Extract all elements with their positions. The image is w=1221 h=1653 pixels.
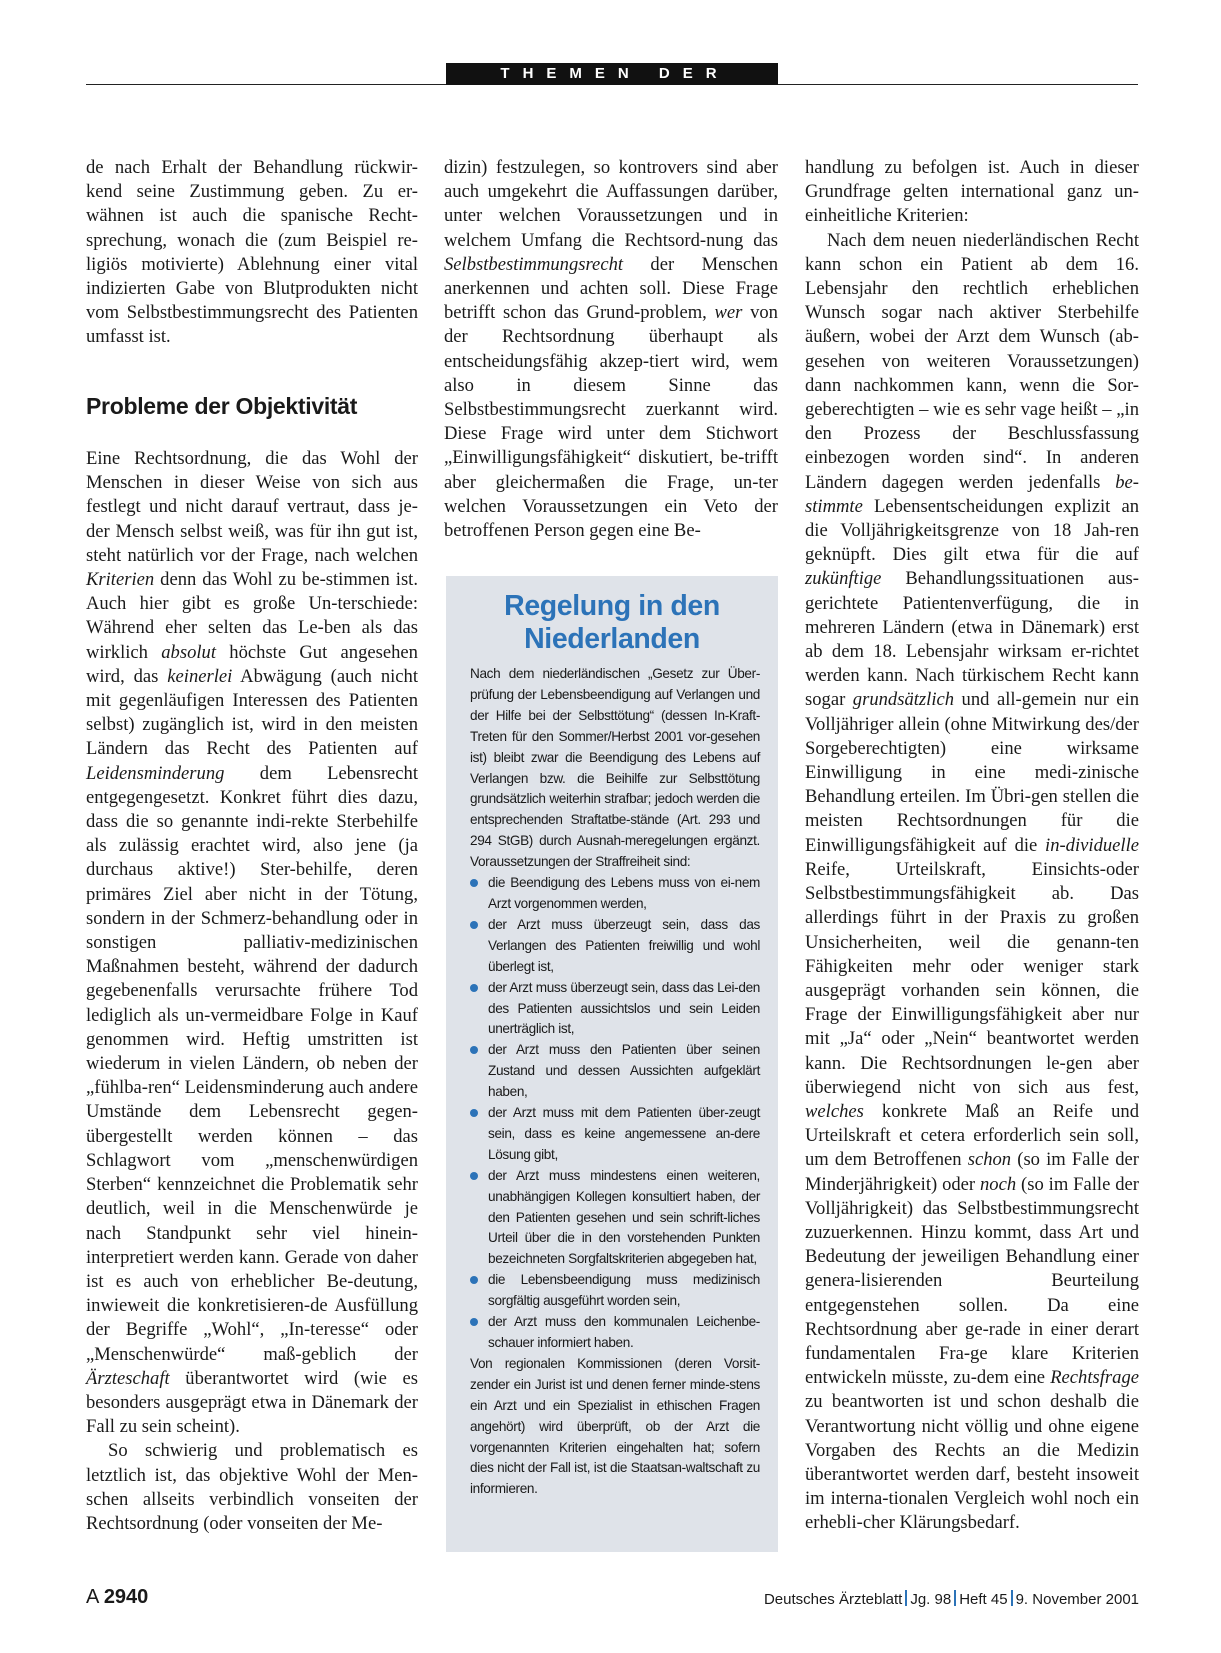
list-item: die Beendigung des Lebens muss von ei-nem Arzt vorgenommen werden,	[470, 873, 760, 915]
info-box	[446, 576, 778, 1552]
bullet-icon	[470, 1046, 478, 1054]
column-1-top	[86, 156, 418, 350]
paragraph: So schwierig und problematisch es letztlich ist, das objektive Wohl der Men-schen allseits verbindlich vonseiten der Rechtsordnung (oder vonseiten der Me-	[86, 1440, 418, 1534]
list-item: der Arzt muss überzeugt sein, dass das Verlangen des Patienten freiwillig und wohl überlegt ist,	[470, 915, 760, 978]
journal-info	[764, 1590, 1139, 1608]
list-item: der Arzt muss mindestens einen weiteren, unabhängigen Kollegen konsultiert haben, der den Patienten gesehen und sein schrift-liches Urteil über die in den vorstehenden Punkten bezeichneten Sorgfaltskriterien abgegeben hat,	[470, 1166, 760, 1271]
bullet-icon	[470, 879, 478, 887]
bullet-icon	[470, 1318, 478, 1326]
info-box-outro: Von regionalen Kommissionen (deren Vorsit-zender ein Jurist ist und denen ferner minde-stens ein Arzt und ein Spezialist in ethischen Fragen angehört) wird überprüft, ob der Arzt die vorgenannten Kriterien eingehalten hat; sofern dies nicht der Fall ist, ist die Staatsan-waltschaft zu informieren.	[470, 1355, 760, 1497]
subheading: Probleme der Objektivität	[86, 393, 358, 419]
paragraph: handlung zu befolgen ist. Auch in dieser Grundfrage gelten international ganz un-einheitliche Kriterien:	[805, 157, 1139, 227]
bullet-icon	[470, 1172, 478, 1180]
journal-name: Deutsches Ärzteblatt	[763, 1591, 903, 1608]
section-header: THEMEN DER ZEIT	[446, 63, 778, 85]
column-3	[805, 156, 1139, 1536]
list-item: der Arzt muss mit dem Patienten über-zeugt sein, dass es keine angemessene an-dere Lösung gibt,	[470, 1103, 760, 1166]
bullet-icon	[470, 921, 478, 929]
date: 9. November 2001	[1015, 1591, 1139, 1608]
bullet-icon	[470, 1276, 478, 1284]
paragraph: Nach dem neuen niederländischen Recht kann schon ein Patient ab dem 16. Lebensjahr den rechtlich erheblichen Wunsch sogar nach aktiver Sterbehilfe äußern, wobei der Arzt dem Wunsch (ab-gesehen von weiteren Voraussetzungen) dann nachkommen kann, wenn die Sor-geberechtigten – wie es sehr vage heißt – „in den Prozess der Beschlussfassung einbezogen worden sind“. In anderen Ländern dagegen werden jedenfalls be-stimmte Lebensentscheidungen explizit an die Volljährigkeitsgrenze von 18 Jah-ren geknüpft. Dies gilt etwa für die auf zukünftige Behandlungssituationen aus-gerichtete Patientenverfügung, die in mehreren Ländern (etwa in Dänemark) erst ab dem 18. Lebensjahr wirksam er-richtet werden kann. Nach türkischem Recht kann sogar grundsätzlich und all-gemein nur ein Volljähriger allein (ohne Mitwirkung des/der Sorgeberechtigten) eine wirksame Einwilligung in eine medi-zinische Behandlung erteilen. Im Übri-gen stellen die meisten Rechtsordnungen für die Einwilligungsfähigkeit auf die in-dividuelle Reife, Urteilskraft, Einsichts-oder Selbstbestimmungsfähigkeit ab. Das allerdings führt in der Praxis zu großen Unsicherheiten, weil die genann-ten Fähigkeiten mehr oder weniger stark ausgeprägt vorhanden sein können, die Frage der Einwilligungsfähigkeit aber nur mit „Ja“ oder „Nein“ beantwortet werden kann. Die Rechtsordnungen le-gen aber überwiegend nicht von sich aus fest, welches konkrete Maß an Reife und Urteilskraft et cetera erforderlich sein soll, um dem Betroffenen schon (so im Falle der Minderjährigkeit) oder noch (so im Falle der Volljährigkeit) das Selbstbestimmungsrecht zuzuerkennen. Hinzu kommt, dass Art und Bedeutung der jeweiligen Behandlung einer genera-lisierenden Beurteilung entgegenstehen sollen. Da eine Rechtsordnung aber ge-rade in einer derart fundamentalen Fra-ge klare Kriterien entwickeln müsste, zu-dem eine Rechtsfrage zu beantworten ist und schon deshalb die Verantwortung nicht völlig und ohne eigene Vorgaben des Rechts an die Medizin überantwortet werden darf, besteht insoweit im interna-tionalen Vergleich wohl noch ein erhebli-cher Klärungsbedarf.	[805, 229, 1139, 1534]
criteria-list	[470, 873, 760, 1354]
list-item: die Lebensbeendigung muss medizinisch sorgfältig ausgeführt worden sein,	[470, 1270, 760, 1312]
paragraph: de nach Erhalt der Behandlung rückwir-kend seine Zustimmung geben. Zu er-wähnen ist auch die spanische Recht-sprechung, wonach die (zum Beispiel re-ligiös motivierte) Ablehnung einer vital indizierten Gabe von Blutprodukten nicht vom Selbstbestimmungsrecht des Patienten umfasst ist.	[86, 157, 418, 348]
list-item: der Arzt muss den Patienten über seinen Zustand und dessen Aussichten aufgeklärt haben,	[470, 1040, 760, 1103]
info-box-title: Regelung in den Niederlanden	[504, 590, 720, 655]
column-2	[444, 156, 778, 543]
paragraph: dizin) festzulegen, so kontrovers sind aber auch umgekehrt die Auffassungen darüber, unter welchen Voraussetzungen und in welchem Umfang die Rechtsord-nung das Selbstbestimmungsrecht der Menschen anerkennen und achten soll. Diese Frage betrifft schon das Grund-problem, wer von der Rechtsordnung überhaupt als entscheidungsfähig akzep-tiert wird, wem also in diesem Sinne das Selbstbestimmungsrecht zuerkannt wird. Diese Frage wird unter dem Stichwort „Einwilligungsfähigkeit“ diskutiert, be-trifft aber gleichermaßen die Frage, un-ter welchen Voraussetzungen ein Veto der betroffenen Person gegen eine Be-	[444, 157, 778, 542]
info-box-intro: Nach dem niederländischen „Gesetz zur Über-prüfung der Lebensbeendigung auf Verlangen und der Hilfe bei der Selbsttötung“ (dessen In-Kraft-Treten für den Sommer/Herbst 2001 vor-gesehen ist) bleibt zwar die Beendigung des Lebens auf Verlangen bzw. die Beihilfe zur Selbsttötung grundsätzlich weiterhin strafbar; jedoch werden die entsprechenden Straftatbe-stände (Art. 293 und 294 StGB) durch Ausnah-meregelungen ergänzt. Voraussetzungen der Straffreiheit sind:	[470, 666, 760, 870]
list-item: der Arzt muss den kommunalen Leichenbe-schauer informiert haben.	[470, 1312, 760, 1354]
issue: Heft 45	[959, 1591, 1008, 1608]
page-number: A 2940	[86, 1586, 149, 1608]
paragraph: Eine Rechtsordnung, die das Wohl der Menschen in dieser Weise von sich aus festlegt und nicht darauf vertraut, dass je-der Mensch selbst weiß, was für ihn gut ist, steht natürlich vor der Frage, nach welchen Kriterien denn das Wohl zu be-stimmen ist. Auch hier gibt es große Un-terschiede: Während eher selten das Le-ben als das wirklich absolut höchste Gut angesehen wird, das keinerlei Abwägung (auch nicht mit gegenläufigen Interessen des Patienten selbst) zugänglich ist, wird in den meisten Ländern das Recht des Patienten auf Leidensminderung dem Lebensrecht entgegengesetzt. Konkret führt dies dazu, dass die so genannte indi-rekte Sterbehilfe als zulässig erachtet wird, also jene (ja durchaus aktive!) Ster-behilfe, deren primäres Ziel aber nicht in der Tötung, sondern in der Schmerz-behandlung oder in sonstigen palliativ-medizinischen Maßnahmen besteht, während der dadurch gegebenenfalls verursachte frühere Tod lediglich als un-vermeidbare Folge in Kauf genommen wird. Heftig umstritten ist wiederum in vielen Ländern, ob neben der „fühlba-ren“ Leidensminderung auch andere Umstände dem Lebensrecht gegen-übergestellt werden können – das Schlagwort vom „menschenwürdigen Sterben“ kennzeichnet die Problematik sehr deutlich, weil in die Menschenwürde je nach Standpunkt sehr viel hinein-interpretiert werden kann. Gerade von daher ist es auch von erheblicher Be-deutung, inwieweit die konkretisieren-de Ausfüllung der Begriffe „Wohl“, „In-teresse“ oder „Menschenwürde“ maß-geblich der Ärzteschaft überantwortet wird (wie es besonders ausgeprägt etwa in Dänemark der Fall zu sein scheint).	[86, 448, 418, 1438]
info-box-body	[446, 664, 778, 1500]
bullet-icon	[470, 1109, 478, 1117]
volume: Jg. 98	[910, 1591, 952, 1608]
column-1-body	[86, 447, 418, 1536]
bullet-icon	[470, 984, 478, 992]
list-item: der Arzt muss überzeugt sein, dass das Lei-den des Patienten aussichtslos und sein Leiden unerträglich ist,	[470, 978, 760, 1041]
